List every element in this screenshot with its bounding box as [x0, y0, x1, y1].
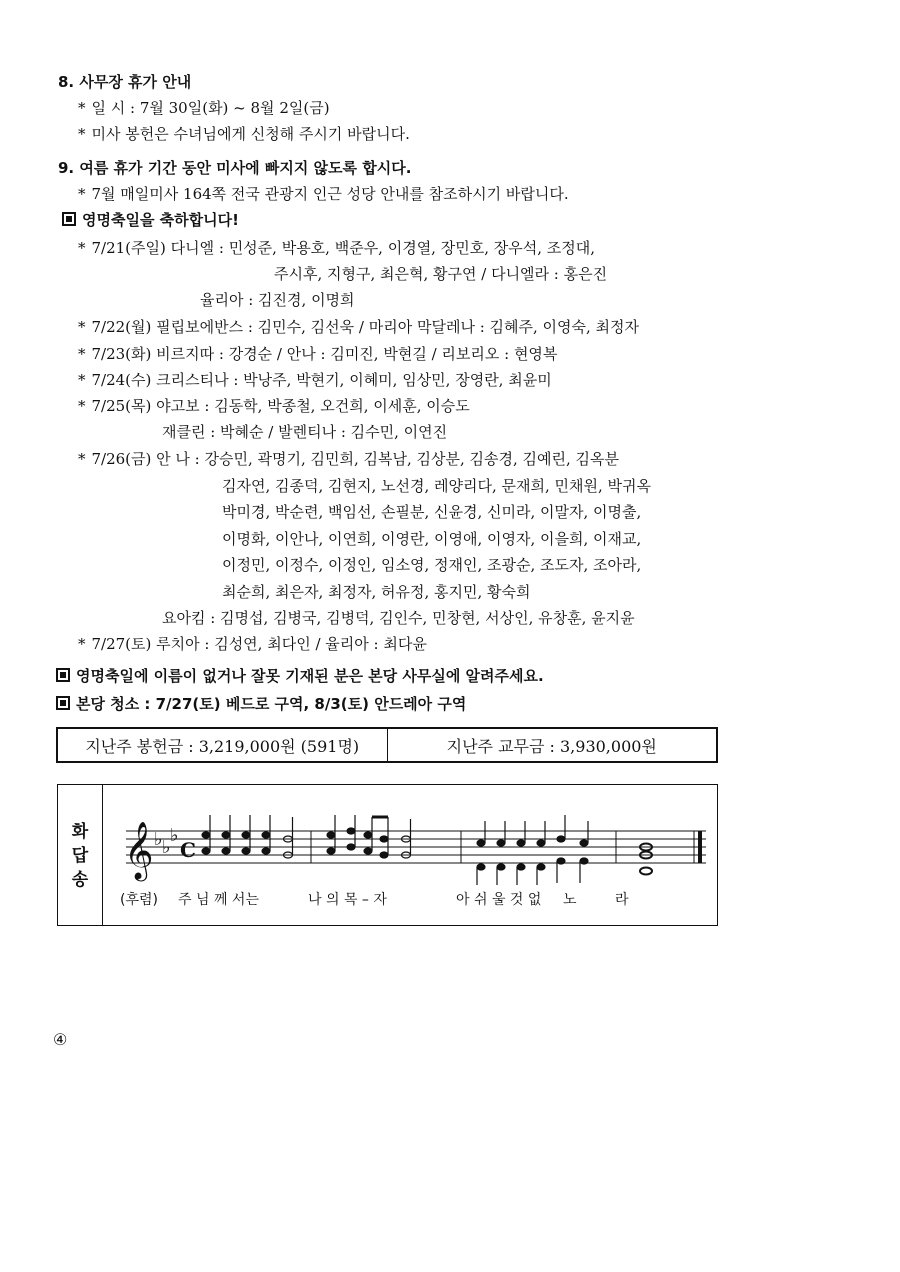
- responsorial-psalm-box: [57, 784, 718, 926]
- square-bullet-icon: [56, 696, 70, 710]
- feast-day-26: [78, 449, 619, 469]
- feast-text: 7/26(금) 안 나 : 강승민, 곽명기, 김민희, 김복남, 김상분, 김송경, 김예린, 김옥분: [91, 450, 619, 468]
- page-number: ④: [53, 1030, 68, 1049]
- notice-cleaning: [56, 694, 466, 714]
- lyric-3: 아 쉬 울 것 없: [456, 892, 542, 908]
- psalm-label-char: 송: [71, 870, 89, 890]
- flat-icon: ♭: [170, 825, 179, 846]
- flat-icon: ♭: [154, 829, 163, 850]
- feast-day-24: [78, 370, 552, 390]
- feast-day-21-cont: 주시후, 지형구, 최은혁, 황구연 / 다니엘라 : 홍은진: [274, 265, 608, 283]
- square-bullet-icon: [62, 212, 76, 226]
- section-9-item: [78, 184, 569, 204]
- feast-title: [62, 210, 239, 230]
- music-staff: [106, 795, 706, 887]
- notice-cleaning-text: 본당 청소 : 7/27(토) 베드로 구역, 8/3(토) 안드레아 구역: [76, 695, 467, 713]
- time-signature-icon: C: [180, 838, 196, 862]
- feast-text: 7/25(목) 야고보 : 김동학, 박종철, 오건희, 이세훈, 이승도: [91, 397, 470, 415]
- feast-day-26-cont-3: 이명화, 이안나, 이연희, 이영란, 이영애, 이영자, 이을희, 이재교,: [222, 530, 642, 548]
- asterisk-icon: *: [78, 99, 86, 117]
- feast-day-22: [78, 317, 639, 337]
- feast-text: 7/21(주일) 다니엘 : 민성준, 박용호, 백준우, 이경열, 장민호, 장우석, 조정대,: [91, 239, 595, 257]
- notice-correction: [56, 666, 544, 686]
- square-bullet-icon: [56, 668, 70, 682]
- mass-text: 미사 봉헌은 수녀님에게 신청해 주시기 바랍니다.: [91, 125, 410, 143]
- section-8-item-mass: [78, 124, 410, 144]
- treble-clef-icon: 𝄞: [124, 821, 154, 879]
- feast-day-25: [78, 396, 470, 416]
- section-9-text: 7월 매일미사 164쪽 전국 관광지 인근 성당 안내를 참조하시기 바랍니다.: [91, 185, 569, 203]
- feast-day-26-cont-1: 김자연, 김종덕, 김현지, 노선경, 레양리다, 문재희, 민채원, 박귀옥: [222, 477, 652, 495]
- feast-text: 7/24(수) 크리스티나 : 박낭주, 박현기, 이혜미, 임상민, 장영란, 최윤미: [91, 371, 552, 389]
- lyric-refrain: (후렴): [120, 892, 158, 908]
- section-8-title: 8. 사무장 휴가 안내: [58, 73, 192, 91]
- lyric-5: 라: [615, 892, 629, 908]
- flat-icon: ♭: [162, 837, 171, 858]
- asterisk-icon: *: [78, 635, 86, 653]
- asterisk-icon: *: [78, 239, 86, 257]
- feast-text: 7/23(화) 비르지따 : 강경순 / 안나 : 김미진, 박현길 / 리보리오 : 현영복: [91, 345, 558, 363]
- feast-day-25-cont: 재클린 : 박혜순 / 발렌티나 : 김수민, 이연진: [162, 423, 448, 441]
- feast-day-21: [78, 238, 595, 258]
- feast-day-23: [78, 344, 557, 364]
- asterisk-icon: *: [78, 345, 86, 363]
- feast-text: 7/22(월) 필립보에반스 : 김민수, 김선욱 / 마리아 막달레나 : 김혜주, 이영숙, 최정자: [91, 318, 640, 336]
- section-9-title: 9. 여름 휴가 기간 동안 미사에 빠지지 않도록 합시다.: [58, 159, 412, 177]
- psalm-label-char: 화: [71, 822, 89, 842]
- asterisk-icon: *: [78, 397, 86, 415]
- asterisk-icon: *: [78, 185, 86, 203]
- feast-day-26-cont-2: 박미경, 박순련, 백임선, 손필분, 신윤경, 신미라, 이말자, 이명출,: [222, 503, 642, 521]
- lyric-4: 노: [563, 892, 577, 908]
- feast-day-21-julia: 율리아 : 김진경, 이명희: [200, 291, 355, 309]
- feast-day-26-joachim: 요아킴 : 김명섭, 김병국, 김병덕, 김인수, 민창현, 서상인, 유창훈, 윤지윤: [162, 609, 635, 627]
- school-fee-cell: 지난주 교무금 : 3,930,000원: [387, 729, 717, 761]
- offering-cell: 지난주 봉헌금 : 3,219,000원 (591명): [85, 736, 360, 756]
- lyric-1: 주 님 께 서는: [178, 892, 259, 908]
- asterisk-icon: *: [78, 318, 86, 336]
- asterisk-icon: *: [78, 450, 86, 468]
- feast-text: 7/27(토) 루치아 : 김성연, 최다인 / 율리아 : 최다윤: [91, 635, 427, 653]
- section-8-item-schedule: [78, 98, 330, 118]
- psalm-label: [58, 785, 103, 925]
- lyric-2: 나 의 목 – 자: [308, 892, 387, 908]
- feast-title-text: 영명축일을 축하합니다!: [82, 211, 239, 229]
- schedule-text: 일 시 : 7월 30일(화) ~ 8월 2일(금): [91, 99, 330, 117]
- finance-box: [56, 727, 718, 763]
- psalm-label-char: 답: [71, 846, 89, 866]
- notes: [202, 815, 652, 885]
- asterisk-icon: *: [78, 125, 86, 143]
- asterisk-icon: *: [78, 371, 86, 389]
- notice-correction-text: 영명축일에 이름이 없거나 잘못 기재된 분은 본당 사무실에 알려주세요.: [76, 667, 544, 685]
- feast-day-26-cont-4: 이정민, 이정수, 이정인, 임소영, 정재인, 조광순, 조도자, 조아라,: [222, 556, 642, 574]
- feast-day-26-cont-5: 최순희, 최은자, 최정자, 허유정, 홍지민, 황숙희: [222, 583, 531, 601]
- feast-day-27: [78, 634, 427, 654]
